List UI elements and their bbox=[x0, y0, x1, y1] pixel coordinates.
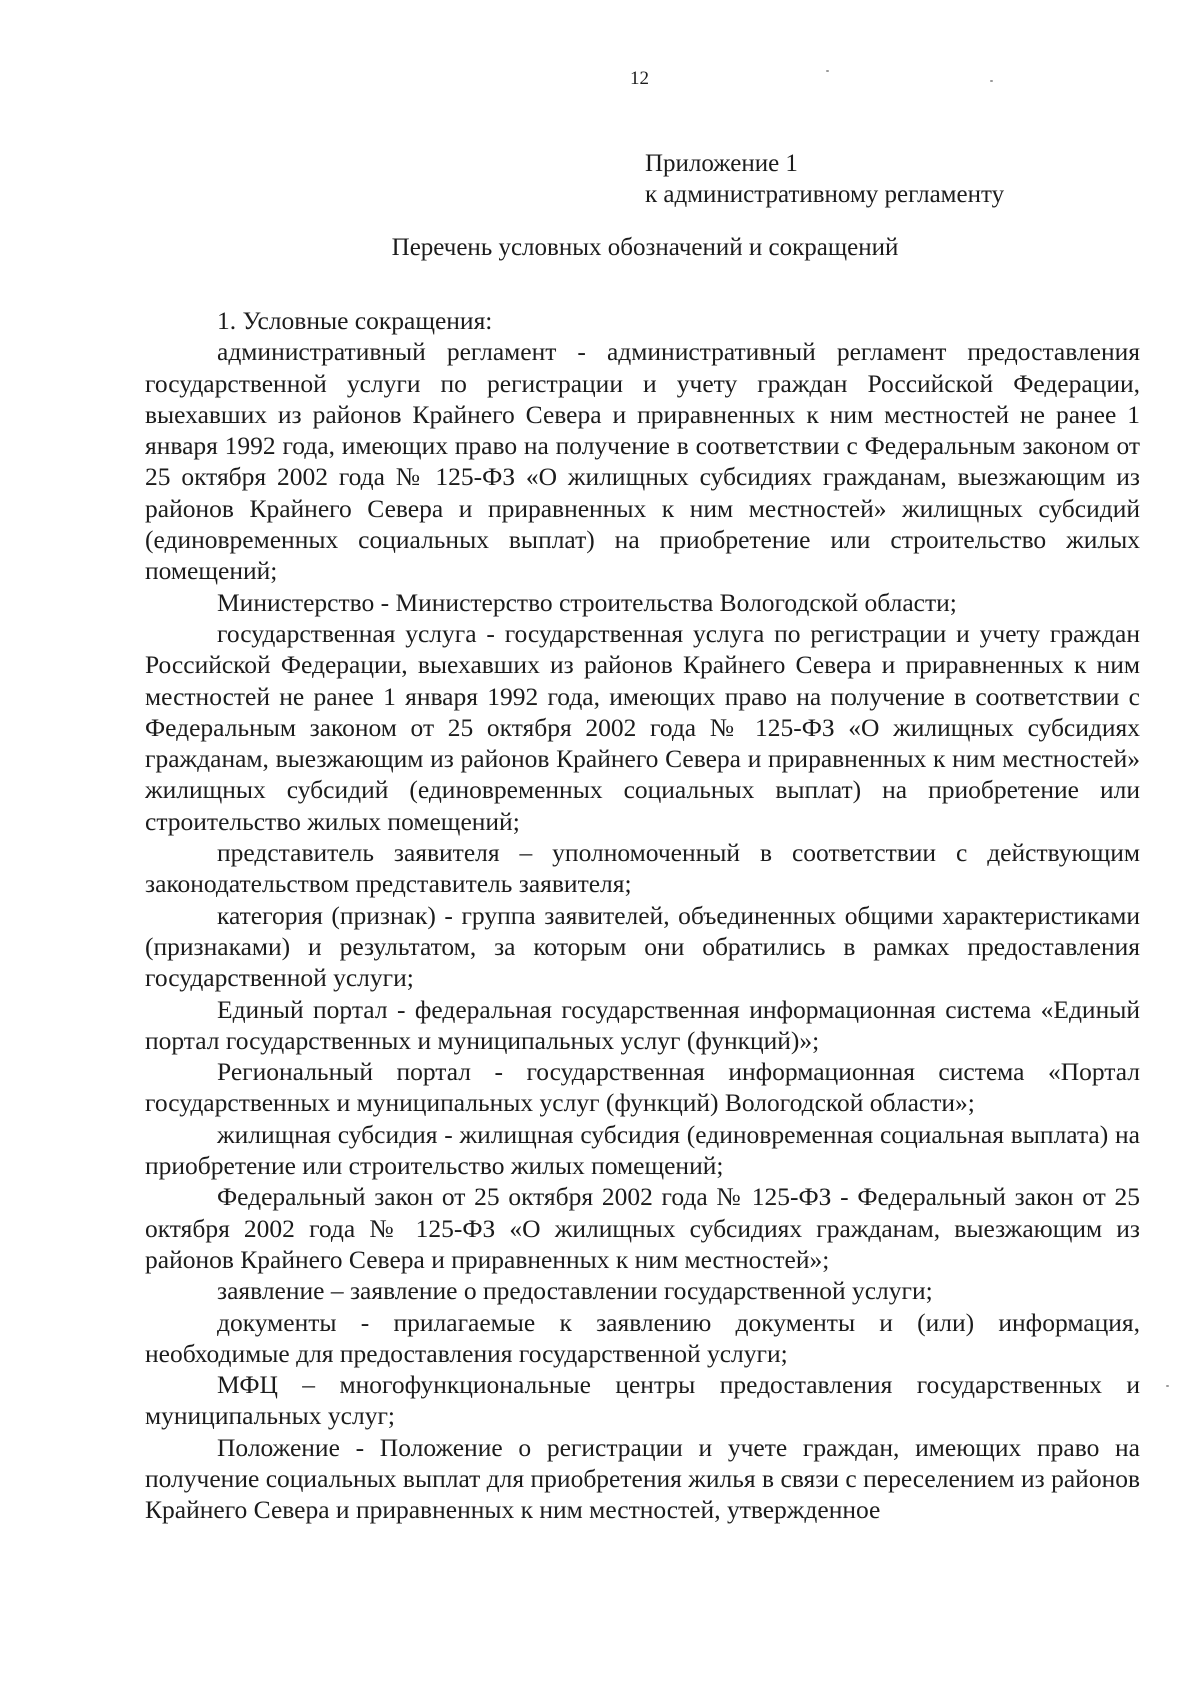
definition-state-service: государственная услуга - государственная услуга по регистрации и учету граждан Российской Федерации, выехавших из районов Крайнего Севера и приравненных к ним местностей не ранее 1 января 1992 года, имеющих право на получение в соответствии с Федеральным законом от 25 октября 2002 года № 125-ФЗ «О жилищных субсидиях гражданам, выезжающим из районов Крайнего Севера и приравненных к ним местностей» жилищных субсидий (единовременных социальных выплат) на приобретение или строительство жилых помещений; bbox=[145, 618, 1140, 836]
section-heading: 1. Условные сокращения: bbox=[217, 306, 493, 335]
scan-speck bbox=[826, 70, 829, 72]
definition-mfc: МФЦ – многофункциональные центры предоставления государственных и муниципальных услуг; bbox=[145, 1370, 1140, 1431]
document-body bbox=[145, 305, 1140, 1526]
appendix-line-regulation: к административному регламенту bbox=[645, 181, 1005, 208]
definition-housing-subsidy: жилищная субсидия - жилищная субсидия (единовременная социальная выплата) на приобретение или строительство жилых помещений; bbox=[145, 1119, 1140, 1181]
definition-regional-portal: Региональный портал - государственная информационная система «Портал государственных и муниципальных услуг (функций) Вологодской области»; bbox=[145, 1057, 1140, 1118]
definition-application: заявление – заявление о предоставлении государственной услуги; bbox=[217, 1276, 933, 1306]
definition-federal-law: Федеральный закон от 25 октября 2002 года № 125-ФЗ - Федеральный закон от 25 октября 2002 года № 125-ФЗ «О жилищных субсидиях гражданам, выезжающим из районов Крайнего Севера и приравненных к ним местностей»; bbox=[145, 1182, 1140, 1274]
page-number: 12 bbox=[630, 68, 649, 89]
definition-regulation-provision: Положение - Положение о регистрации и учете граждан, имеющих право на получение социальных выплат для приобретения жилья в связи с переселением из районов Крайнего Севера и приравненных к ним местностей, утвержденное bbox=[145, 1432, 1140, 1525]
definition-ministry: Министерство - Министерство строительства Вологодской области; bbox=[217, 587, 957, 617]
scan-speck bbox=[1166, 1385, 1169, 1387]
scan-speck bbox=[990, 80, 993, 82]
definition-category: категория (признак) - группа заявителей, объединенных общими характеристиками (признаками) и результатом, за которым они обратились в рамках предоставления государственной услуги; bbox=[145, 900, 1140, 993]
appendix-reference bbox=[645, 148, 1004, 210]
document-title: Перечень условных обозначений и сокращений bbox=[391, 234, 899, 261]
appendix-line-number: Приложение 1 bbox=[645, 150, 798, 177]
definition-administrative-regulation: административный регламент - административный регламент предоставления государственной услуги по регистрации и учету граждан Российской Федерации, выехавших из районов Крайнего Севера и приравненных к ним местностей не ранее 1 января 1992 года, имеющих право на получение в соответствии с Федеральным законом от 25 октября 2002 года № 125-ФЗ «О жилищных субсидиях гражданам, выезжающим из районов Крайнего Севера и приравненных к ним местностей» жилищных субсидий (единовременных социальных выплат) на приобретение или строительство жилых помещений; bbox=[145, 337, 1140, 586]
definition-documents: документы - прилагаемые к заявлению документы и (или) информация, необходимые для предоставления государственной услуги; bbox=[145, 1307, 1140, 1368]
definition-applicant-representative: представитель заявителя – уполномоченный в соответствии с действующим законодательством представитель заявителя; bbox=[145, 838, 1140, 899]
definition-unified-portal: Единый портал - федеральная государственная информационная система «Единый портал государственных и муниципальных услуг (функций)»; bbox=[145, 994, 1140, 1055]
